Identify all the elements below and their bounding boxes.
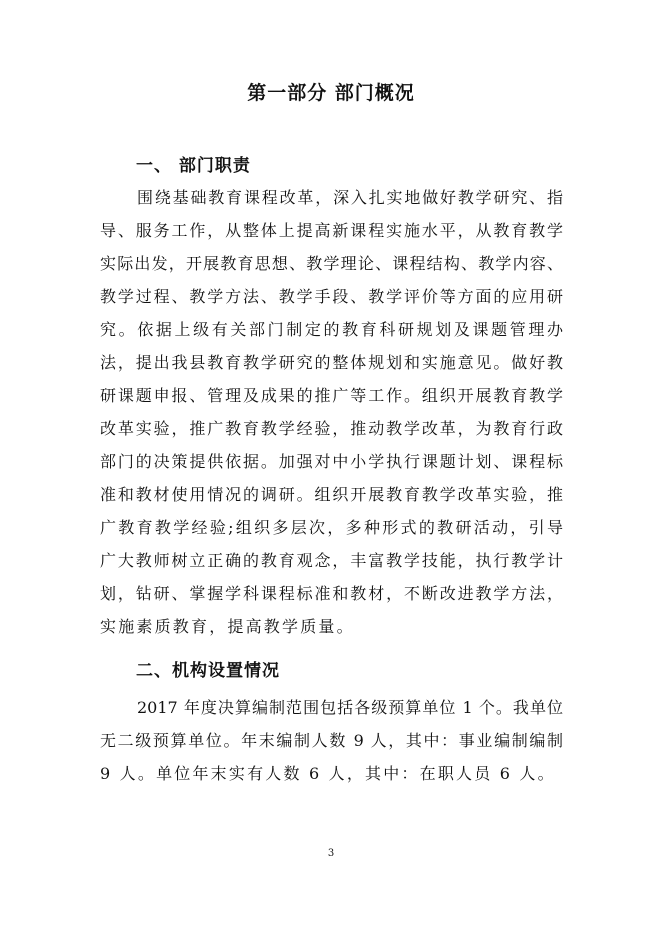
section-body-structure bbox=[100, 691, 563, 790]
section-heading-structure: 二、机构设置情况 bbox=[136, 661, 280, 681]
paragraph-line: 导、服务工作，从整体上提高新课程实施水平，从教育教学 bbox=[100, 221, 563, 240]
paragraph-line: 实际出发，开展教育思想、教学理论、课程结构、教学内容、 bbox=[100, 254, 563, 273]
paragraph-line: 划，钻研、掌握学科课程标准和教材，不断改进教学方法， bbox=[100, 584, 563, 603]
section-body-duties bbox=[100, 181, 563, 643]
paragraph-line: 教学过程、教学方法、教学手段、教学评价等方面的应用研 bbox=[100, 287, 563, 306]
paragraph-line: 究。依据上级有关部门制定的教育科研规划及课题管理办 bbox=[100, 320, 563, 339]
paragraph-line: 围绕基础教育课程改革，深入扎实地做好教学研究、指 bbox=[137, 188, 563, 207]
paragraph-line: 无二级预算单位。年末编制人数 9 人，其中：事业编制编制 bbox=[100, 731, 563, 750]
paragraph-line: 2017 年度决算编制范围包括各级预算单位 1 个。我单位 bbox=[137, 698, 563, 717]
page-number: 3 bbox=[327, 848, 335, 859]
page-title: 第一部分 部门概况 bbox=[247, 82, 415, 104]
section-heading-duties: 一、 部门职责 bbox=[136, 156, 251, 176]
paragraph-line: 实施素质教育，提高教学质量。 bbox=[100, 617, 355, 636]
paragraph-line: 改革实验，推广教育教学经验，推动教学改革，为教育行政 bbox=[100, 419, 563, 438]
paragraph-line: 准和教材使用情况的调研。组织开展教育教学改革实验，推 bbox=[100, 485, 563, 504]
paragraph-line: 法，提出我县教育教学研究的整体规划和实施意见。做好教 bbox=[100, 353, 563, 372]
paragraph-line: 广大教师树立正确的教育观念，丰富教学技能，执行教学计 bbox=[100, 551, 563, 570]
paragraph-line: 广教育教学经验;组织多层次，多种形式的教研活动，引导 bbox=[100, 518, 563, 537]
paragraph-line: 9 人。单位年末实有人数 6 人，其中：在职人员 6 人。 bbox=[100, 764, 556, 783]
paragraph-line: 研课题申报、管理及成果的推广等工作。组织开展教育教学 bbox=[100, 386, 563, 405]
paragraph-line: 部门的决策提供依据。加强对中小学执行课题计划、课程标 bbox=[100, 452, 563, 471]
